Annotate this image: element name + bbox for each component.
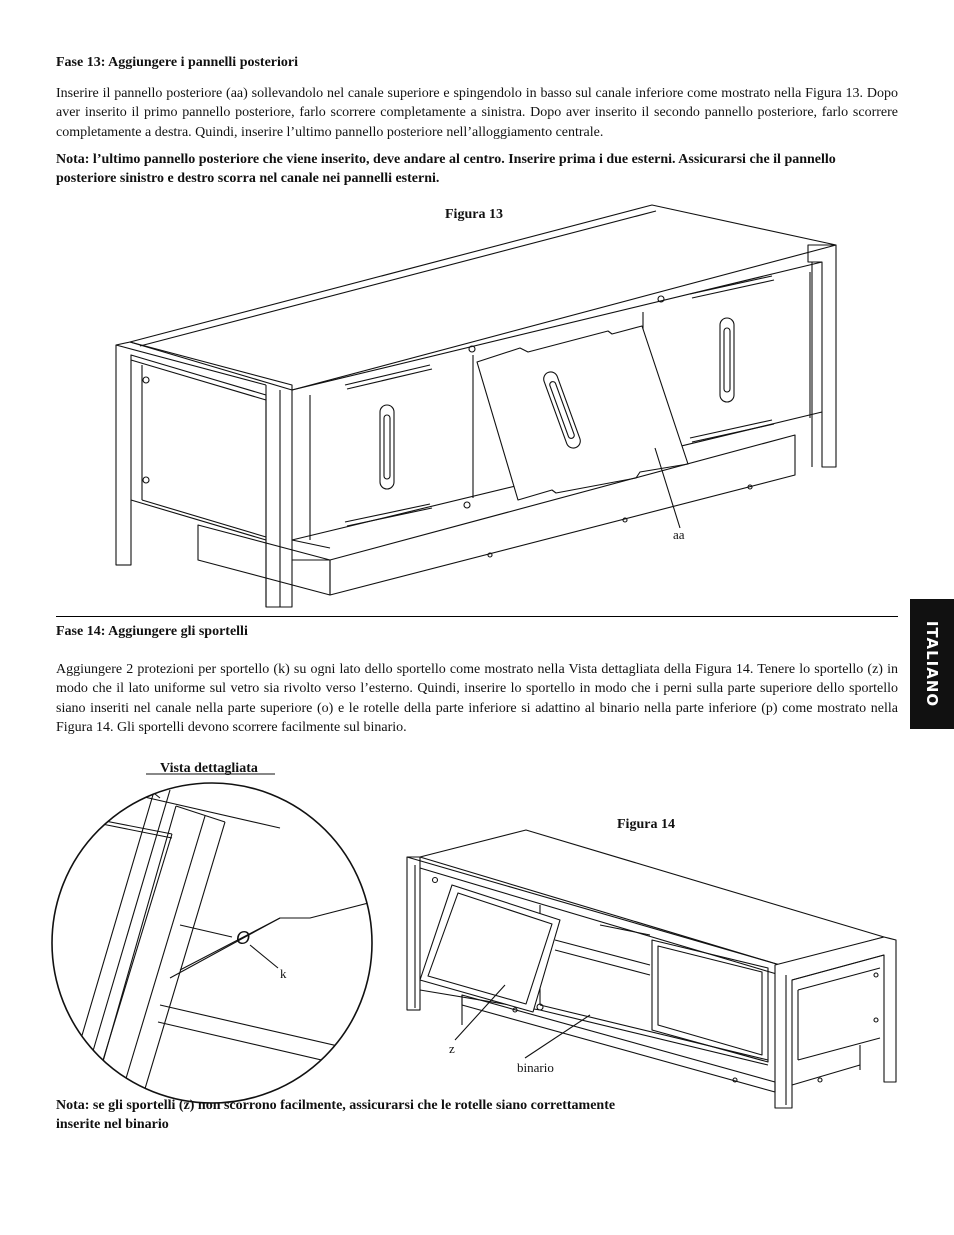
detail-view-caption: Vista dettagliata (160, 761, 258, 776)
language-tab (910, 599, 954, 729)
figure14-caption: Figura 14 (617, 817, 675, 832)
step13-note: Nota: l’ultimo pannello posteriore che viene inserito, deve andare al centro. Inserire prima i due esterni. Assicurarsi che il pannello posteriore sinistro e destro scorra nel canale nei pannelli esterni. (56, 152, 836, 187)
label-z: z (449, 1041, 455, 1056)
step14-paragraph: Aggiungere 2 protezioni per sportello (k) su ogni lato dello sportello come mostrato nella Vista dettagliata della Figura 14. Tenere lo sportello (z) in modo che il lato uniforme sul vetro sia rivolto verso l’esterno. Quindi, inserire lo sportello in modo che i perni sulla parte superiore dello sportello siano inseriti nel canale nella parte superiore (o) e le rotelle della parte inferiore si adattino al binario nella parte inferiore (p) come mostrato nella Figura 14. Gli sportelli devono scorrere facilmente sul binario. (56, 662, 898, 736)
label-o: O (236, 928, 251, 948)
step14-heading: Fase 14: Aggiungere gli sportelli (56, 624, 248, 639)
label-k: k (280, 966, 287, 981)
figure13-caption: Figura 13 (445, 207, 503, 222)
label-binario: binario (517, 1060, 554, 1075)
label-aa: aa (673, 527, 685, 542)
step13-paragraph: Inserire il pannello posteriore (aa) sollevandolo nel canale superiore e spingendolo in basso sul canale inferiore come mostrato nella Figura 13. Dopo aver inserito il primo pannello posteriore, farlo scorrere completamente a sinistra. Dopo aver inserito il secondo pannello posteriore, farlo scorrere completamente a destra. Quindi, inserire l’ultimo pannello posteriore nell’alloggiamento centrale. (56, 86, 898, 140)
step14-note: Nota: se gli sportelli (z) non scorrono facilmente, assicurarsi che le rotelle siano correttamente inserite nel binario (56, 1098, 616, 1133)
step13-heading: Fase 13: Aggiungere i pannelli posteriori (56, 55, 299, 70)
language-tab-label: ITALIANO (923, 620, 941, 708)
